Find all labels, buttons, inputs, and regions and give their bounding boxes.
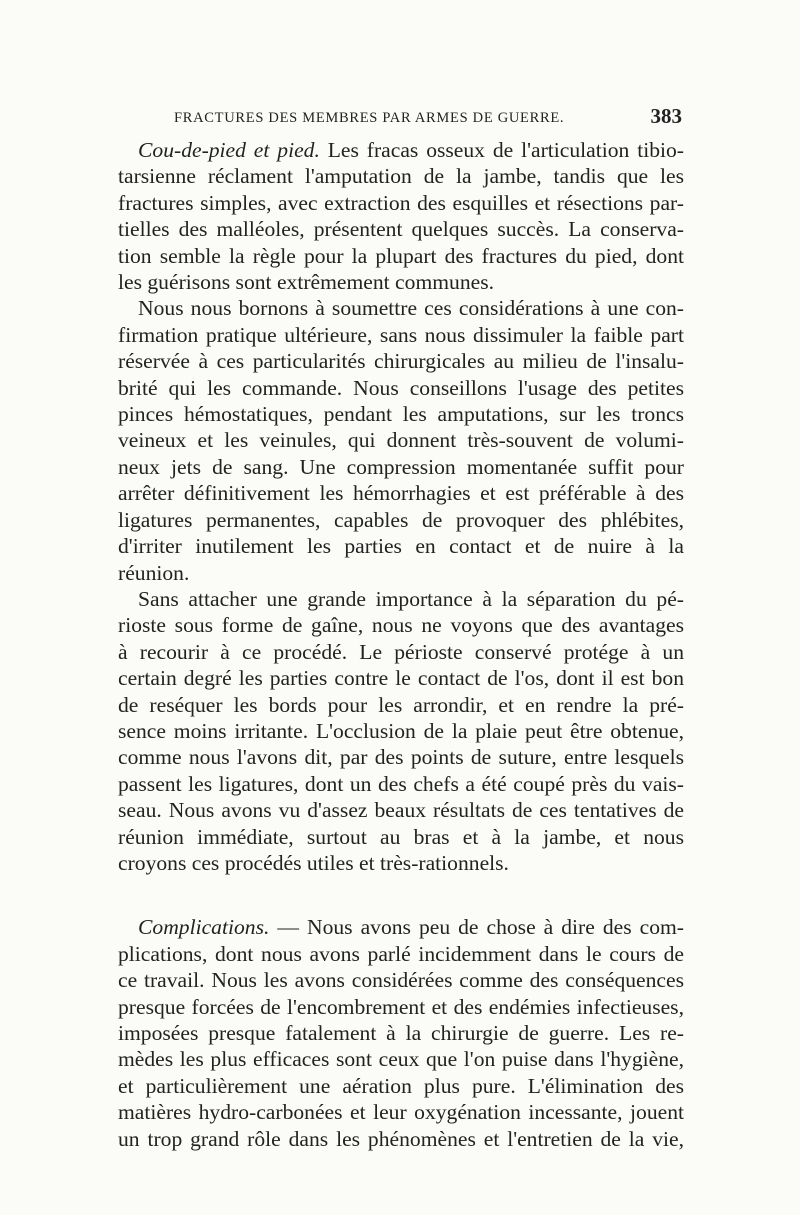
paragraph-line: comme nous l'avons dit, par des points de suture, entre lesquels [118, 745, 684, 770]
paragraph-line: croyons ces procédés utiles et très-rationnels. [118, 850, 509, 875]
paragraph-line: sence moins irritante. L'occlusion de la plaie peut être obtenue, [118, 718, 684, 743]
paragraph-line: mèdes les plus efficaces sont ceux que l'on puise dans l'hygiène, [118, 1047, 684, 1072]
paragraph-line: d'irriter inutilement les parties en contact et de nuire à la [118, 534, 684, 559]
paragraph-line: réunion. [118, 560, 190, 585]
paragraph-line: de reséquer les bords pour les arrondir, et en rendre la pré- [118, 692, 684, 717]
section-lead-label: Complications. [138, 915, 270, 940]
running-head [158, 104, 686, 130]
paragraph-line: imposées presque fatalement à la chirurgie de guerre. Les re- [118, 1021, 684, 1045]
paragraph-line: fractures simples, avec extraction des esquilles et résections par- [118, 190, 684, 215]
paragraph-line: presque forcées de l'encombrement et des endémies infectieuses, [118, 994, 684, 1019]
section-lead-label: Cou-de-pied et pied. [138, 138, 320, 162]
running-title: FRACTURES DES MEMBRES PAR ARMES DE GUERRE. [174, 110, 565, 126]
section-gap [118, 876, 684, 914]
paragraph-line: tion semble la règle pour la plupart des fractures du pied, dont [118, 243, 684, 268]
paragraph-line: un trop grand rôle dans les phénomènes et l'entretien de la vie, [118, 1126, 684, 1151]
paragraph-line: Complications. — Nous avons peu de chose à dire des com- [138, 915, 684, 940]
paragraph-line: pinces hémostatiques, pendant les amputations, sur les troncs [118, 402, 684, 427]
paragraph-line: Nous nous bornons à soumettre ces considérations à une con- [138, 296, 684, 321]
paragraph-line: neux jets de sang. Une compression momentanée suffit pour [118, 454, 684, 479]
paragraph-line: veineux et les veinules, qui donnent très-souvent de volumi- [118, 428, 684, 453]
paragraph-line: réservée à ces particularités chirurgicales au milieu de l'insalu- [118, 349, 684, 374]
paragraph-line: plications, dont nous avons parlé incidemment dans le cours de [118, 941, 684, 966]
paragraph-line: arrêter définitivement les hémorrhagies et est préférable à des [118, 481, 684, 506]
paragraph-line: passent les ligatures, dont un des chefs a été coupé près du vais- [118, 771, 684, 796]
paragraph-line: les guérisons sont extrêmement communes. [118, 270, 495, 295]
page-number: 383 [650, 104, 682, 128]
paragraph-line: firmation pratique ultérieure, sans nous dissimuler la faible part [118, 322, 684, 347]
paragraph-considerations [118, 295, 684, 585]
paragraph-line: tielles des malléoles, présentent quelques succès. La conserva- [118, 217, 684, 242]
paragraph-line: ligatures permanentes, capables de provoquer des phlébites, [118, 507, 684, 532]
body-text [118, 137, 684, 1152]
paragraph-line: réunion immédiate, surtout au bras et à la jambe, et nous [118, 824, 684, 849]
paragraph-line: Sans attacher une grande importance à la séparation du pé- [138, 586, 684, 611]
paragraph-line: à recourir à ce procédé. Le périoste conservé protége à un [118, 639, 684, 664]
paragraph-line: Cou-de-pied et pied. Les fracas osseux de l'articulation tibio- [138, 138, 684, 162]
paragraph-line: rioste sous forme de gaîne, nous ne voyons que des avantages [118, 613, 684, 638]
paragraph-line: matières hydro-carbonées et leur oxygénation incessante, jouent [118, 1100, 684, 1125]
paragraph-line: ce travail. Nous les avons considérées comme des conséquences [118, 968, 684, 993]
paragraph-line: seau. Nous avons vu d'assez beaux résultats de ces tentatives de [118, 798, 684, 823]
paragraph-perioste [118, 586, 684, 876]
paragraph-line: tarsienne réclament l'amputation de la jambe, tandis que les [118, 164, 684, 189]
paragraph-line: brité qui les commande. Nous conseillons l'usage des petites [118, 375, 684, 400]
paragraph-cou-de-pied [118, 137, 684, 295]
paragraph-line: certain degré les parties contre le contact de l'os, dont il est bon [118, 666, 684, 691]
paragraph-complications [118, 914, 684, 1152]
paragraph-line: et particulièrement une aération plus pure. L'élimination des [118, 1073, 684, 1098]
